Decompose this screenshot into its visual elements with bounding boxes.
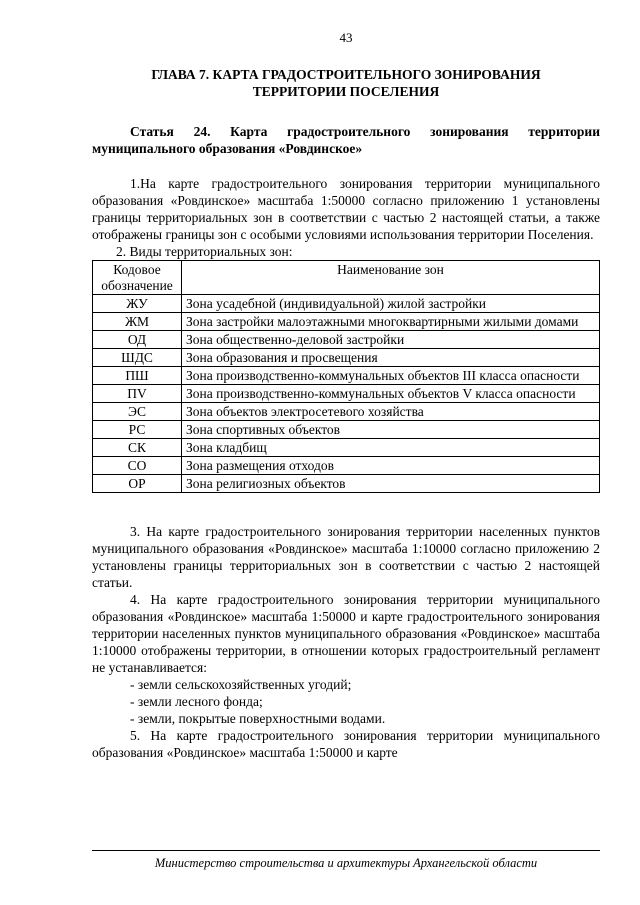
paragraph-5: 5. На карте градостроительного зонирования территории муниципального образования «Ровдинское» масштаба 1:50000 и карте [92, 728, 600, 760]
table-row [93, 349, 600, 367]
zone-name: Зона спортивных объектов [182, 421, 600, 439]
zone-code: ПV [93, 385, 182, 403]
zone-name: Зона образования и просвещения [182, 349, 600, 367]
zone-name: Зона производственно-коммунальных объектов V класса опасности [182, 385, 600, 403]
zone-name: Зона усадебной (индивидуальной) жилой застройки [182, 295, 600, 313]
table-row [93, 367, 600, 385]
table-row [93, 313, 600, 331]
table-row [93, 421, 600, 439]
zone-code: ЖУ [93, 295, 182, 313]
paragraph-4: 4. На карте градостроительного зонирования территории муниципального образования «Ровдинское» масштаба 1:50000 и карте градостроительного зонирования территории населенных пунктов муниципального образования «Ровдинское» масштаба 1:10000 отображены территории, в отношении которых градостроительный регламент не устанавливается: [92, 592, 600, 675]
paragraph-3: 3. На карте градостроительного зонирования территории населенных пунктов муниципального образования «Ровдинское» масштаба 1:10000 согласно приложению 2 установлены границы территориальных зон в соответствии с частью 2 настоящей статьи. [92, 524, 600, 590]
zone-name: Зона размещения отходов [182, 457, 600, 475]
table-row [93, 457, 600, 475]
zones-table [92, 260, 600, 493]
page-number: 43 [339, 30, 353, 45]
zone-code: РС [93, 421, 182, 439]
footer-text: Министерство строительства и архитектуры Архангельской области [154, 856, 538, 870]
table-row [93, 439, 600, 457]
zone-name: Зона объектов электросетевого хозяйства [182, 403, 600, 421]
list-item: - земли, покрытые поверхностными водами. [130, 711, 386, 726]
paragraph-1: 1.На карте градостроительного зонирования территории муниципального образования «Ровдинское» масштаба 1:50000 согласно приложению 1 установлены границы территориальных зон в соответствии с частью 2 настоящей статьи, а также отображены границы зон с особыми условиями использования территории Поселения. [92, 176, 600, 242]
zone-name: Зона застройки малоэтажными многоквартирными жилыми домами [182, 313, 600, 331]
zone-code: ЖМ [93, 313, 182, 331]
chapter-title-line-1: ГЛАВА 7. КАРТА ГРАДОСТРОИТЕЛЬНОГО ЗОНИРОВАНИЯ [151, 67, 541, 82]
table-header-row [93, 261, 600, 295]
zone-code: ШДС [93, 349, 182, 367]
zone-code: ПШ [93, 367, 182, 385]
zone-code: СО [93, 457, 182, 475]
page-footer [92, 850, 600, 871]
chapter-title [92, 66, 600, 100]
document-page [92, 30, 600, 761]
zone-name: Зона религиозных объектов [182, 475, 600, 493]
table-row [93, 403, 600, 421]
list-item: - земли сельскохозяйственных угодий; [130, 677, 352, 692]
table-row [93, 331, 600, 349]
zone-name: Зона кладбищ [182, 439, 600, 457]
paragraph-2: 2. Виды территориальных зон: [116, 244, 293, 259]
zone-code: ОД [93, 331, 182, 349]
header-name: Наименование зон [182, 261, 600, 295]
zone-code: ОР [93, 475, 182, 493]
list-item: - земли лесного фонда; [130, 694, 263, 709]
table-row [93, 475, 600, 493]
header-code: Кодовое обозначение [93, 261, 182, 295]
table-row [93, 295, 600, 313]
zone-name: Зона общественно-деловой застройки [182, 331, 600, 349]
chapter-title-line-2: ТЕРРИТОРИИ ПОСЕЛЕНИЯ [252, 84, 440, 99]
article-title: Статья 24. Карта градостроительного зонирования территории муниципального образования «Ровдинское» [92, 124, 600, 156]
zone-code: СК [93, 439, 182, 457]
table-row [93, 385, 600, 403]
zone-name: Зона производственно-коммунальных объектов III класса опасности [182, 367, 600, 385]
zone-code: ЭС [93, 403, 182, 421]
